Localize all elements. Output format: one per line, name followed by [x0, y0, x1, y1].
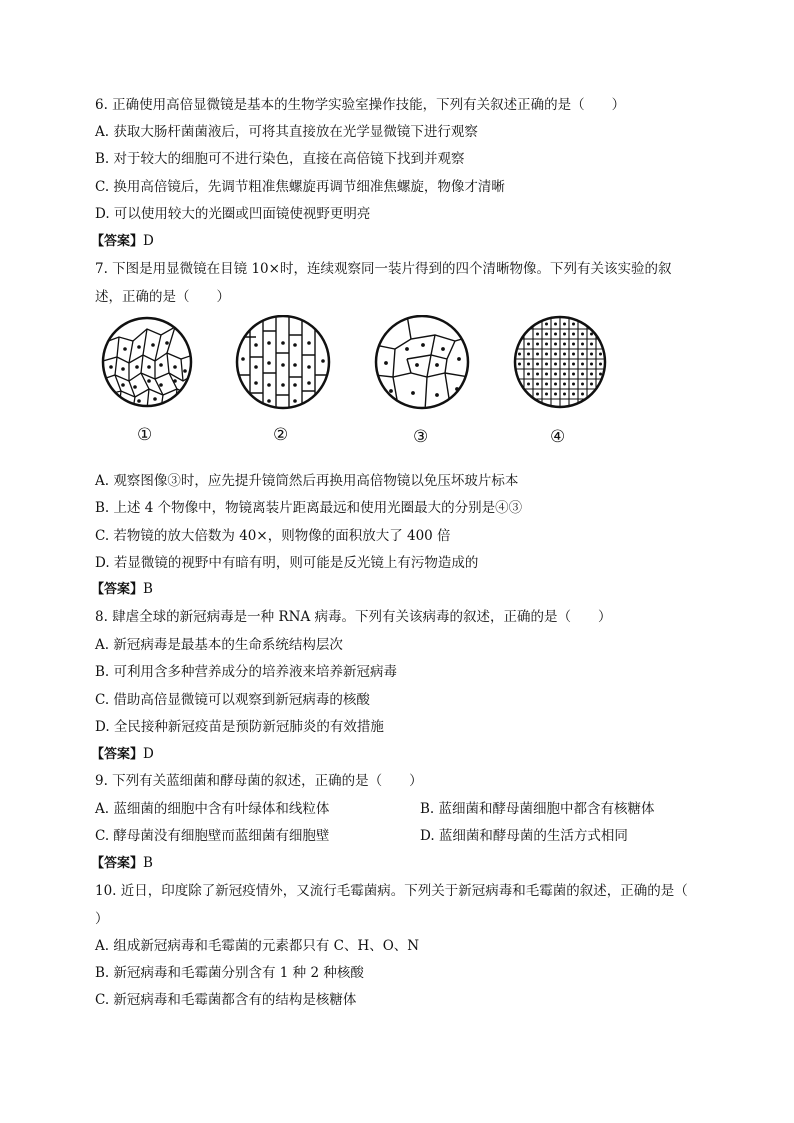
microscope-views-svg: [95, 315, 615, 455]
q6-option-c: C. 换用高倍镜后，先调节粗准焦螺旋再调节细准焦螺旋，物像才清晰: [95, 179, 505, 195]
cell-nucleus: [572, 383, 575, 386]
q9-option-b: B. 蓝细菌和酵母菌细胞中都含有核糖体: [420, 801, 655, 817]
cell-nucleus: [554, 383, 557, 386]
q10-option-b: B. 新冠病毒和毛霉菌分别含有 1 种 2 种核酸: [95, 965, 364, 981]
figure-label-3: ③: [413, 427, 429, 447]
q7-option-c: C. 若物镜的放大倍数为 40×，则物像的面积放大了 400 倍: [95, 528, 451, 544]
q10-option-c: C. 新冠病毒和毛霉菌都含有的结构是核糖体: [95, 992, 357, 1008]
cell-nucleus: [599, 363, 602, 366]
cell-nucleus: [563, 353, 566, 356]
q10-option-a: A. 组成新冠病毒和毛霉菌的元素都只有 C、H、O、N: [95, 938, 420, 954]
cell-nucleus: [590, 373, 593, 376]
microscope-view-4: [510, 315, 610, 415]
microscope-view-2: [235, 315, 331, 415]
cell-nucleus: [563, 383, 566, 386]
cell-nucleus: [572, 393, 575, 396]
cell-nucleus: [554, 373, 557, 376]
q9-options-row1: [95, 800, 735, 818]
answer-value: B: [143, 581, 153, 597]
q7-stem-line1: 7. 下图是用显微镜在目镜 10×时，连续观察同一装片得到的四个清晰物像。下列有关该实验的叙: [95, 261, 672, 277]
cell-nucleus: [590, 333, 593, 336]
q7-option-b: B. 上述 4 个物像中，物镜离装片距离最远和使用光圈最大的分别是④③: [95, 500, 523, 516]
cell-nucleus: [581, 343, 584, 346]
cell-nucleus: [527, 353, 530, 356]
cell-nucleus: [581, 373, 584, 376]
cell-nucleus: [554, 363, 557, 366]
cell-nucleus: [536, 383, 539, 386]
q9-option-a: A. 蓝细菌的细胞中含有叶绿体和线粒体: [95, 801, 330, 817]
microscope-view-3: [375, 315, 469, 411]
cell-nucleus: [554, 393, 557, 396]
answer-label: 【答案】: [91, 856, 144, 871]
answer-label: 【答案】: [91, 747, 144, 762]
q6-option-a: A. 获取大肠杆菌菌液后，可将其直接放在光学显微镜下进行观察: [95, 124, 478, 140]
cell-nucleus: [599, 373, 602, 376]
cell-nucleus: [545, 373, 548, 376]
cell-nucleus: [545, 383, 548, 386]
q7-option-d: D. 若显微镜的视野中有暗有明，则可能是反光镜上有污物造成的: [95, 555, 479, 571]
cell-nucleus: [572, 343, 575, 346]
figure-label-4: ④: [550, 427, 566, 447]
cell-nucleus: [590, 353, 593, 356]
cell-nucleus: [527, 383, 530, 386]
cell-nucleus: [581, 333, 584, 336]
microscope-figure: [95, 315, 615, 455]
q8-option-c: C. 借助高倍显微镜可以观察到新冠病毒的核酸: [95, 692, 370, 708]
answer-label: 【答案】: [91, 582, 144, 597]
cell-nucleus: [581, 383, 584, 386]
cell-nucleus: [563, 373, 566, 376]
answer-label: 【答案】: [91, 234, 144, 249]
q8-option-d: D. 全民接种新冠疫苗是预防新冠肺炎的有效措施: [95, 719, 384, 735]
cell-nucleus: [536, 353, 539, 356]
cell-nucleus: [536, 373, 539, 376]
cell-nucleus: [536, 363, 539, 366]
figure-label-1: ①: [137, 425, 153, 445]
q9-stem: 9. 下列有关蓝细菌和酵母菌的叙述，正确的是（ ）: [95, 773, 423, 789]
cell-nucleus: [563, 393, 566, 396]
cell-nucleus: [554, 323, 557, 326]
q8-stem: 8. 肆虐全球的新冠病毒是一种 RNA 病毒。下列有关该病毒的叙述，正确的是（ ）: [95, 609, 612, 625]
q6-option-b: B. 对于较大的细胞可不进行染色，直接在高倍镜下找到并观察: [95, 151, 465, 167]
cell-nucleus: [590, 383, 593, 386]
cell-nucleus: [536, 333, 539, 336]
q7-stem-line2: 述，正确的是（ ）: [95, 289, 230, 305]
cell-nucleus: [554, 343, 557, 346]
cell-nucleus: [545, 353, 548, 356]
q9-answer: [91, 854, 153, 873]
q9-options-row2: [95, 827, 735, 845]
q10-stem-line1: 10. 近日，印度除了新冠疫情外，又流行毛霉菌病。下列关于新冠病毒和毛霉菌的叙述，正确的是（: [95, 883, 688, 899]
cell-nucleus: [545, 363, 548, 366]
answer-value: D: [143, 233, 154, 249]
cell-nucleus: [581, 363, 584, 366]
answer-value: B: [143, 855, 153, 871]
figure-label-2: ②: [273, 425, 289, 445]
q10-stem-line2: ）: [95, 911, 109, 927]
q6-stem: 6. 正确使用高倍显微镜是基本的生物学实验室操作技能，下列有关叙述正确的是（ ）: [95, 97, 626, 113]
q6-option-d: D. 可以使用较大的光圈或凹面镜使视野更明亮: [95, 206, 371, 222]
cell-nucleus: [518, 353, 521, 356]
cell-nucleus: [572, 373, 575, 376]
cell-nucleus: [518, 363, 521, 366]
cell-nucleus: [554, 353, 557, 356]
q8-answer: [91, 745, 154, 764]
cell-nucleus: [563, 323, 566, 326]
cell-nucleus: [545, 323, 548, 326]
cell-nucleus: [527, 363, 530, 366]
microscope-view-1: [103, 318, 193, 409]
q7-answer: [91, 580, 153, 599]
q8-option-a: A. 新冠病毒是最基本的生命系统结构层次: [95, 637, 343, 653]
cell-nucleus: [563, 343, 566, 346]
cell-nucleus: [572, 323, 575, 326]
cell-nucleus: [545, 333, 548, 336]
cell-nucleus: [545, 343, 548, 346]
cell-nucleus: [581, 353, 584, 356]
cell-nucleus: [563, 333, 566, 336]
cell-nucleus: [536, 393, 539, 396]
cell-nucleus: [572, 333, 575, 336]
cell-nucleus: [527, 343, 530, 346]
cell-nucleus: [527, 373, 530, 376]
cell-nucleus: [563, 363, 566, 366]
cell-nucleus: [572, 353, 575, 356]
cell-nucleus: [590, 343, 593, 346]
q9-option-c: C. 酵母菌没有细胞壁而蓝细菌有细胞壁: [95, 828, 330, 844]
answer-value: D: [143, 746, 154, 762]
q6-answer: [91, 232, 154, 251]
cell-nucleus: [572, 363, 575, 366]
cell-nucleus: [590, 363, 593, 366]
q8-option-b: B. 可利用含多种营养成分的培养液来培养新冠病毒: [95, 664, 398, 680]
cell-nucleus: [545, 393, 548, 396]
cell-nucleus: [599, 353, 602, 356]
q9-option-d: D. 蓝细菌和酵母菌的生活方式相同: [420, 828, 628, 844]
cell-nucleus: [581, 393, 584, 396]
cell-nucleus: [554, 333, 557, 336]
q7-option-a: A. 观察图像③时，应先提升镜筒然后再换用高倍物镜以免压坏玻片标本: [95, 473, 519, 489]
cell-nucleus: [536, 343, 539, 346]
